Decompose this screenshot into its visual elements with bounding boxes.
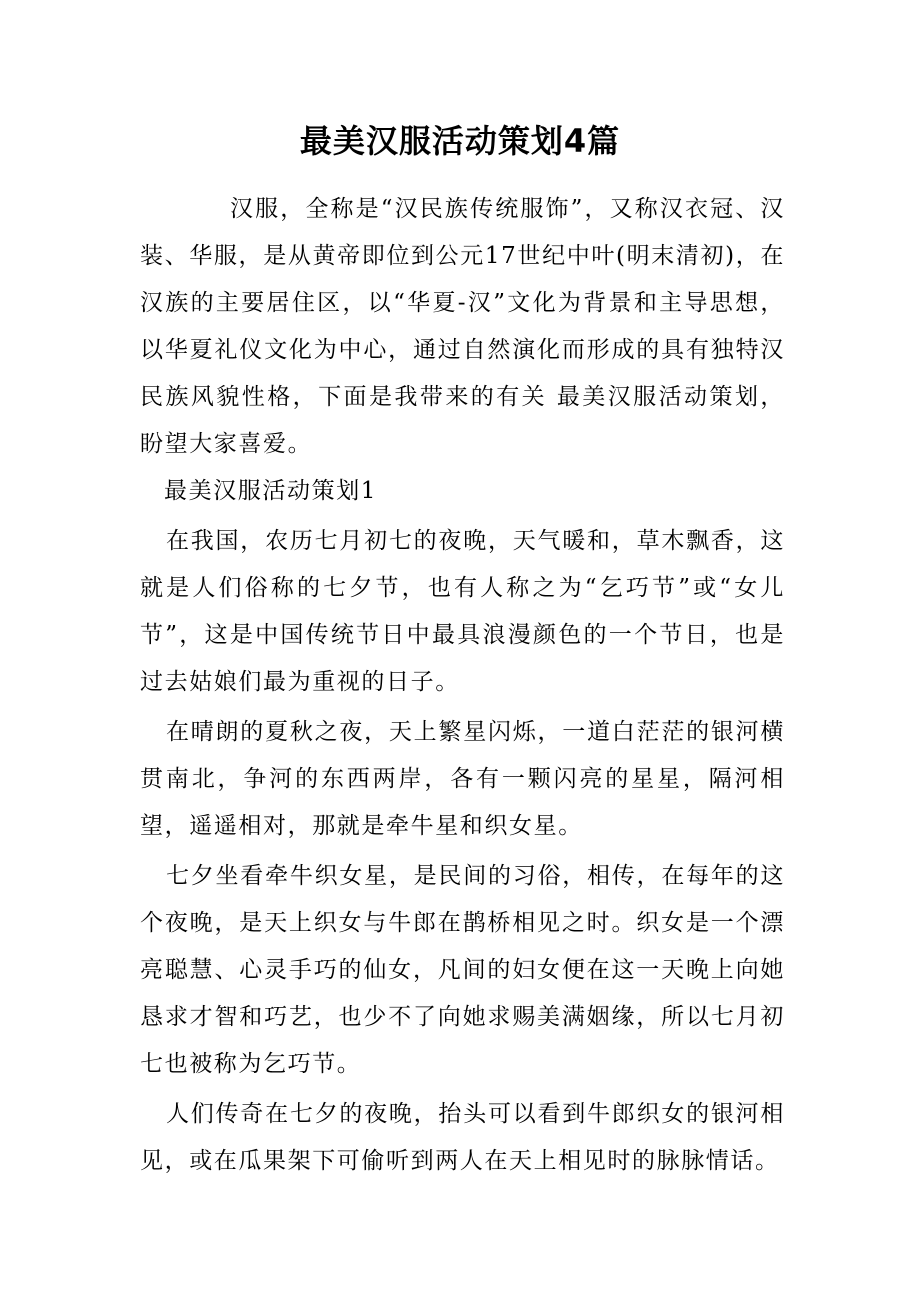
body-paragraph: 在晴朗的夏秋之夜，天上繁星闪烁，一道白茫茫的银河横贯南北，争河的东西两岸，各有一颗闪亮的星星，隔河相望，遥遥相对，那就是牵牛星和织女星。: [140, 719, 785, 839]
body-paragraph: 人们传奇在七夕的夜晚，抬头可以看到牛郎织女的银河相见，或在瓜果架下可偷听到两人在天上相见时的脉脉情话。: [140, 1101, 785, 1174]
document-title: 最美汉服活动策划4篇: [299, 122, 621, 160]
document-body: [140, 186, 785, 1185]
intro-paragraph: 汉服，全称是“汉民族传统服饰”，又称汉衣冠、汉装、华服，是从黄帝即位到公元17世纪中叶(明末清初)，在汉族的主要居住区，以“华夏-汉”文化为背景和主导思想，以华夏礼仪文化为中心，通过自然演化而形成的具有独特汉民族风貌性格，下面是我带来的有关 最美汉服活动策划，盼望大家喜爱。: [140, 196, 785, 457]
body-paragraph: 在我国，农历七月初七的夜晚，天气暖和，草木飘香，这就是人们俗称的七夕节，也有人称之为“乞巧节”或“女儿节”，这是中国传统节日中最具浪漫颜色的一个节日，也是过去姑娘们最为重视的日子。: [140, 528, 785, 695]
section-heading: 最美汉服活动策划1: [164, 478, 378, 504]
body-paragraph: 七夕坐看牵牛织女星，是民间的习俗，相传，在每年的这个夜晚，是天上织女与牛郎在鹊桥相见之时。织女是一个漂亮聪慧、心灵手巧的仙女，凡间的妇女便在这一天晚上向她恳求才智和巧艺，也少不了向她求赐美满姻缘，所以七月初七也被称为乞巧节。: [140, 863, 785, 1077]
